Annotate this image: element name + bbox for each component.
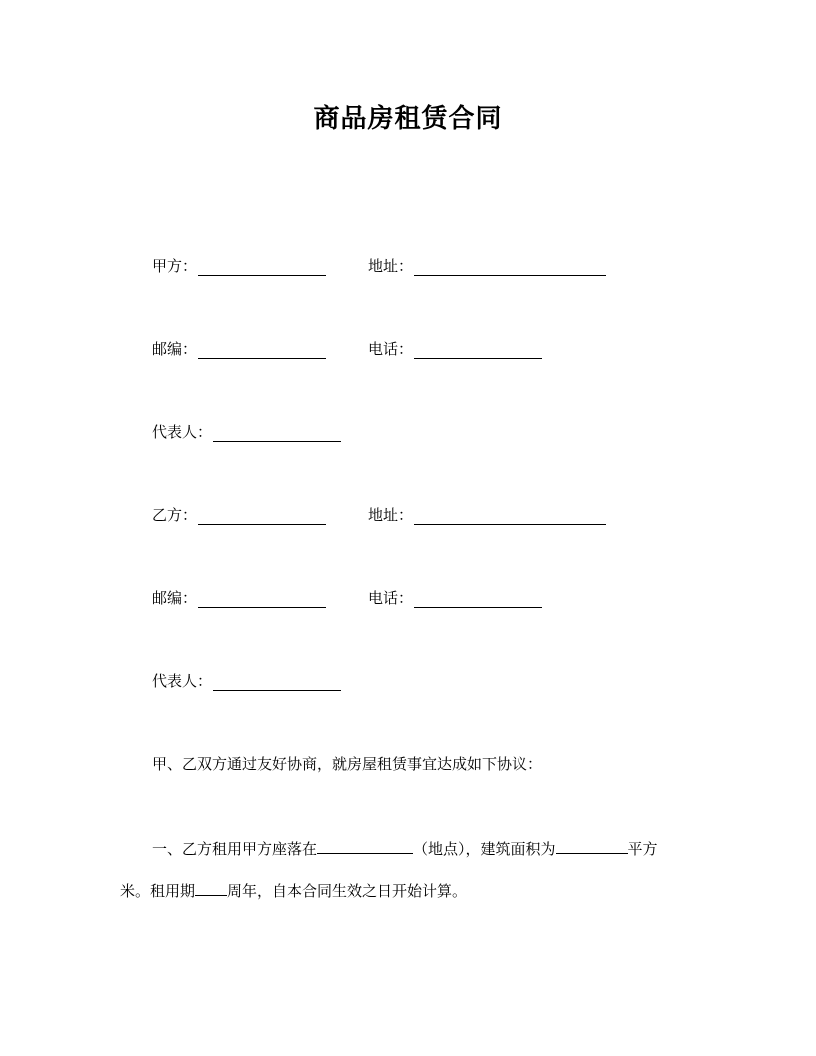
party-b-address-field	[368, 505, 606, 525]
party-b-phone-field	[368, 588, 542, 608]
party-b-representative-field	[152, 671, 341, 691]
party-a-postcode-field	[152, 339, 326, 359]
clause-1-text-d: 米。租用期	[120, 882, 196, 900]
party-b-address-label: 地址：	[368, 506, 414, 524]
party-a-phone-blank[interactable]	[414, 340, 542, 359]
clause-1-line-2	[120, 879, 467, 901]
party-a-name-label: 甲方：	[152, 257, 198, 275]
party-b-postcode-label: 邮编：	[152, 589, 198, 607]
party-a-phone-label: 电话：	[368, 340, 414, 358]
party-a-name-field	[152, 256, 326, 276]
party-a-representative-label: 代表人：	[152, 423, 213, 441]
party-a-postcode-blank[interactable]	[198, 340, 326, 359]
clause-1-text-c: 平方	[627, 840, 658, 858]
party-a-representative-blank[interactable]	[213, 423, 341, 442]
party-a-representative-field	[152, 422, 341, 442]
intro-paragraph: 甲、乙双方通过友好协商，就房屋租赁事宜达成如下协议：	[152, 755, 543, 773]
clause-1-text-b: （地点），建筑面积为	[413, 840, 556, 858]
party-b-name-field	[152, 505, 326, 525]
party-a-address-blank[interactable]	[414, 257, 606, 276]
party-b-phone-blank[interactable]	[414, 589, 542, 608]
party-a-address-field	[368, 256, 606, 276]
document-title: 商品房租赁合同	[313, 104, 503, 134]
party-b-name-label: 乙方：	[152, 506, 198, 524]
party-a-phone-field	[368, 339, 542, 359]
term-years-blank[interactable]	[195, 879, 227, 896]
party-b-representative-blank[interactable]	[213, 672, 341, 691]
party-a-address-label: 地址：	[368, 257, 414, 275]
clause-1-text-e: 周年，自本合同生效之日开始计算。	[227, 882, 468, 900]
party-a-postcode-label: 邮编：	[152, 340, 198, 358]
party-b-representative-label: 代表人：	[152, 672, 213, 690]
party-a-name-blank[interactable]	[198, 257, 326, 276]
party-b-postcode-blank[interactable]	[198, 589, 326, 608]
party-b-name-blank[interactable]	[198, 506, 326, 525]
area-blank[interactable]	[556, 837, 628, 854]
location-blank[interactable]	[317, 837, 413, 854]
party-b-phone-label: 电话：	[368, 589, 414, 607]
clause-1-line-1	[152, 837, 658, 859]
party-b-address-blank[interactable]	[414, 506, 606, 525]
clause-1-text-a: 一、乙方租用甲方座落在	[152, 840, 318, 858]
party-b-postcode-field	[152, 588, 326, 608]
